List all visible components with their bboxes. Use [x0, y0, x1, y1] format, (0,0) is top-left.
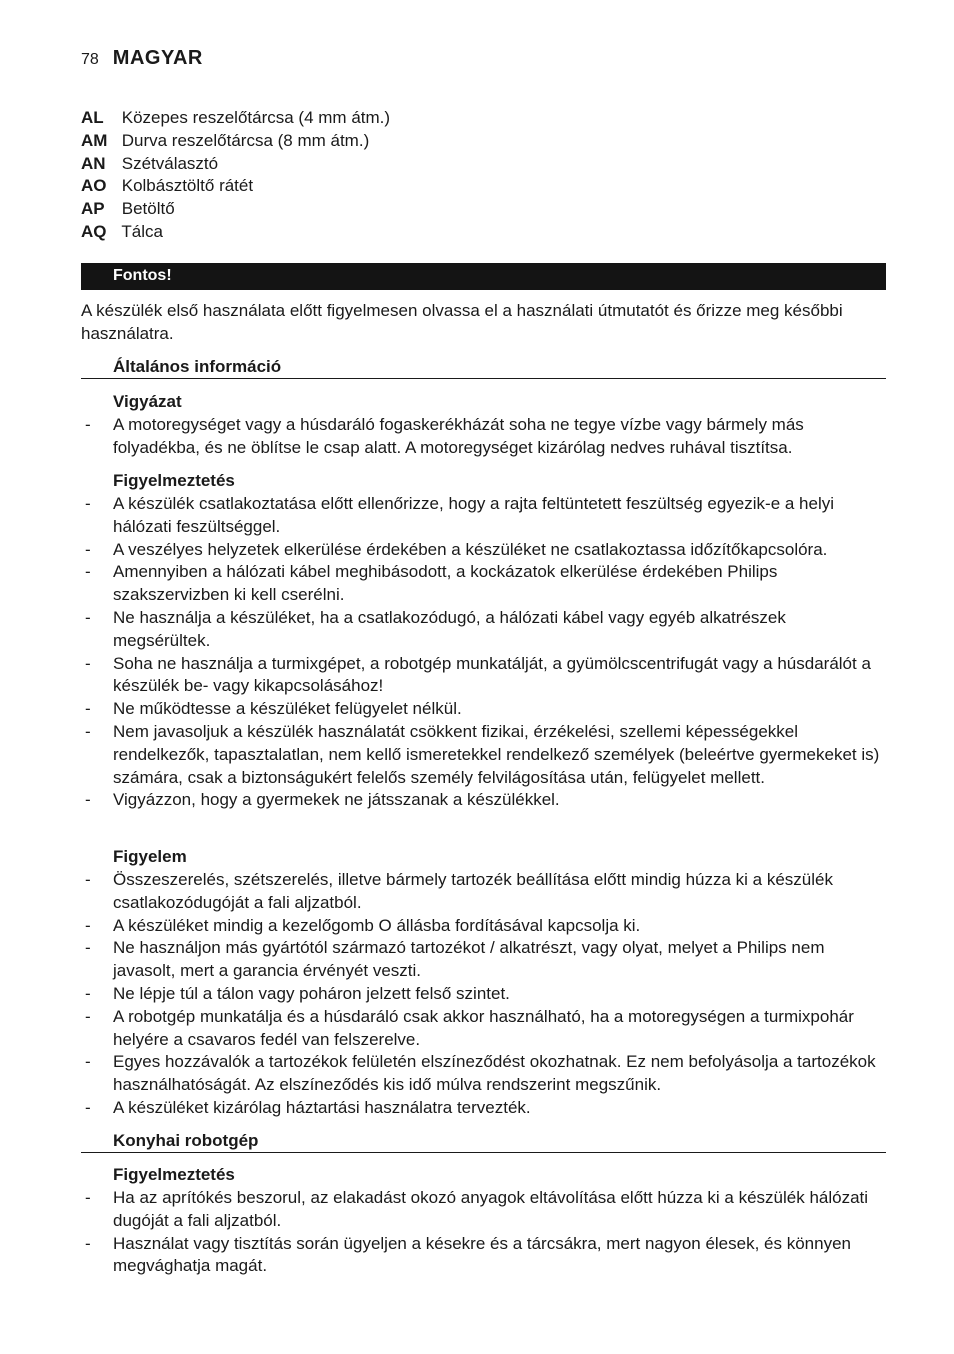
parts-list [81, 107, 390, 244]
part-row [81, 153, 390, 176]
warning-list [81, 493, 886, 812]
list-item: - Összeszerelés, szétszerelés, illetve bármely tartozék beállítása előtt mindig húzza ki a készülék csatlakozódugóját a fali aljzatból. [85, 870, 833, 912]
list-item: - Ne használjon más gyártótól származó tartozékot / alkatrészt, vagy olyat, melyet a Philips nem javasolt, mert a garancia érvényét veszti. [85, 938, 825, 981]
attention-heading: Figyelem [113, 847, 187, 866]
part-row [81, 175, 390, 198]
warning-list-2 [81, 1187, 886, 1278]
caution-list [81, 414, 886, 460]
part-row [81, 198, 390, 221]
part-code: AM [81, 130, 108, 150]
part-code: AQ [81, 221, 107, 241]
part-code: AN [81, 153, 106, 173]
section-title: Konyhai robotgép [113, 1131, 259, 1150]
part-code: AP [81, 199, 105, 219]
warning-heading: Figyelmeztetés [113, 471, 235, 490]
attention-list [81, 869, 886, 1120]
section-title: Általános információ [113, 357, 282, 376]
warning-heading-2: Figyelmeztetés [113, 1165, 235, 1184]
list-item: - A készüléket kizárólag háztartási használatra tervezték. [85, 1097, 531, 1117]
list-item: - Amennyiben a hálózati kábel meghibásodott, a kockázatok elkerülése érdekében Philips szakszervizben ki kell cserélni. [85, 562, 778, 605]
part-row [81, 107, 390, 130]
part-code: AO [81, 176, 107, 196]
list-item: - A készüléket mindig a kezelőgomb O állásba fordításával kapcsolja ki. [85, 915, 641, 935]
intro-paragraph: A készülék első használata előtt figyelmesen olvassa el a használati útmutatót és őrizze meg későbbi használatra. [81, 301, 843, 343]
list-item: - Vigyázzon, hogy a gyermekek ne játsszanak a készülékkel. [85, 790, 560, 810]
list-item: - Nem javasoljuk a készülék használatát csökkent fizikai, érzékelési, szellemi képességekkel rendelkezők, tapasztalatlan, nem kellő ismeretekkel rendelkező személyek (beleértve gyermekeket is) számára, csak a biztonságukért felelős személy felvilágosítása után, felügyelet mellett. [85, 721, 880, 787]
list-item: - Ne működtesse a készüléket felügyelet nélkül. [85, 699, 462, 719]
part-label: Betöltő [121, 199, 175, 219]
list-item: - A robotgép munkatálja és a húsdaráló csak akkor használható, ha a motoregységen a turmixpohár helyére a csavaros fedél van felszerelve. [85, 1006, 854, 1049]
part-row [81, 130, 390, 153]
part-label: Tálca [121, 221, 163, 241]
section-food-processor [81, 1130, 886, 1153]
list-item: - Ne használja a készüléket, ha a csatlakozódugó, a hálózati kábel vagy egyéb alkatrészek megsérültek. [85, 607, 786, 650]
list-item: - Egyes hozzávalók a tartozékok felületén elszíneződést okozhatnak. Ez nem befolyásolja a tartozékok használhatóságát. Az elszíneződés kis idő múlva rendszerint megszűnik. [85, 1052, 876, 1095]
section-general-info [81, 356, 886, 379]
part-row [81, 221, 390, 244]
banner-title: Fontos! [113, 267, 172, 284]
part-label: Szétválasztó [121, 153, 219, 173]
list-item: - A készülék csatlakoztatása előtt ellenőrizze, hogy a rajta feltüntetett feszültség egyezik-e a helyi hálózati feszültséggel. [85, 494, 835, 536]
dash: - [85, 415, 91, 434]
list-item: - Ne lépje túl a tálon vagy poháron jelzett felső szintet. [85, 983, 510, 1003]
page-number: 78 [81, 51, 99, 68]
part-code: AL [81, 108, 104, 127]
part-label: Közepes reszelőtárcsa (4 mm átm.) [121, 108, 391, 127]
part-label: Kolbásztöltő rátét [121, 176, 254, 196]
page-title: MAGYAR [112, 47, 203, 69]
list-item: - A motoregységet vagy a húsdaráló fogaskerékházát soha ne tegye vízbe vagy bármely más folyadékba, és ne öblítse le csap alatt. A motoregységet kizárólag nedves ruhával tisztítsa. [85, 415, 804, 457]
important-banner [81, 263, 886, 290]
caution-heading: Vigyázat [113, 392, 182, 411]
list-item: - A veszélyes helyzetek elkerülése érdekében a készüléket ne csatlakoztassa időzítőkapcsolóra. [85, 539, 828, 559]
list-item: - Soha ne használja a turmixgépet, a robotgép munkatálját, a gyümölcscentrifugát vagy a húsdarálót a készülék be- vagy kikapcsolásához! [85, 653, 871, 696]
part-label: Durva reszelőtárcsa (8 mm átm.) [121, 130, 370, 150]
page-header [81, 47, 203, 70]
list-item: - Ha az aprítókés beszorul, az elakadást okozó anyagok eltávolítása előtt húzza ki a készülék hálózati dugóját a fali aljzatból. [85, 1188, 869, 1230]
list-item: - Használat vagy tisztítás során ügyeljen a késekre és a tárcsákra, mert nagyon élesek, és könnyen megvághatja magát. [85, 1233, 851, 1276]
